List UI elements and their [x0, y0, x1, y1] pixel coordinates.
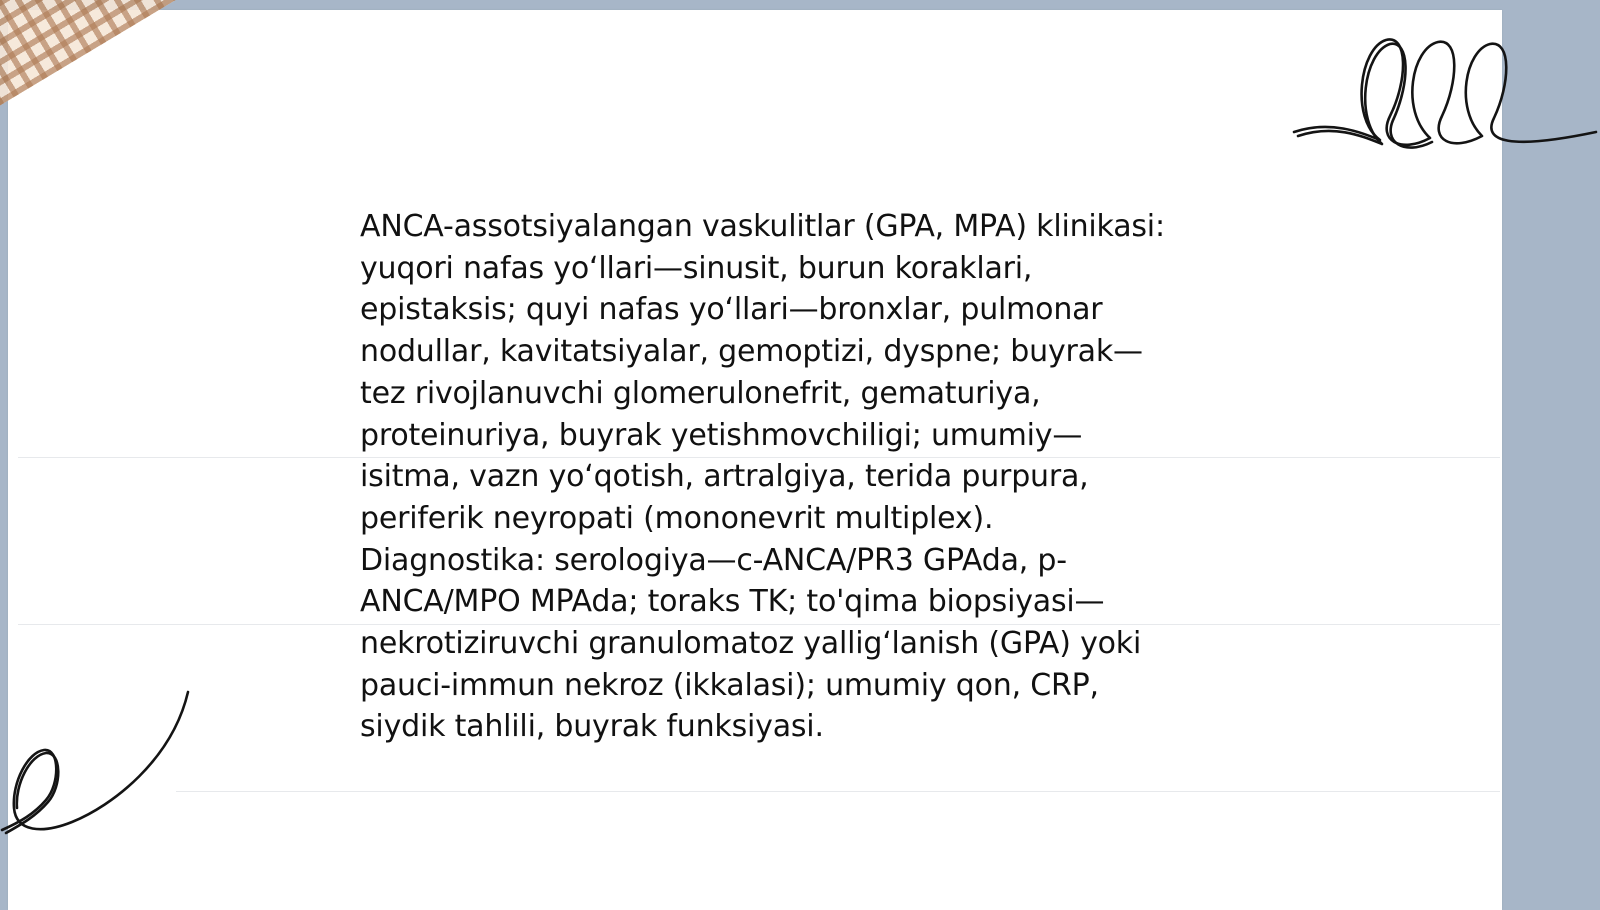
loop-scribble-bottom-left-icon [0, 690, 200, 850]
slide-body-text: ANCA-assotsiyalangan vaskulitlar (GPA, MPA) klinikasi: yuqori nafas yo‘llari—sinusit, burun koraklari, epistaksis; quyi nafas yo‘llari—bronxlar, pulmonar nodullar, kavitatsiyalar, gemoptizi, dyspne; buyrak— tez rivojlanuvchi glomerulonefrit, gematuriya, proteinuriya, buyrak yetishmovchiligi; umumiy— isitma, vazn yo‘qotish, artralgiya, terida purpura, periferik neyropati (mononevrit multiplex). Diagnostika: serologiya—c-ANCA/PR3 GPAda, p- ANCA/MPO MPAda; toraks TK; to'qima biopsiyasi— nekrotiziruvchi granulomatoz yallig‘lanish (GPA) yoki pauci-immun nekroz (ikkalasi); umumiy qon, CRP, siydik tahlili, buyrak funksiyasi. [360, 209, 1165, 745]
loop-scribble-top-right-icon [1290, 28, 1600, 168]
rule-line [176, 791, 1500, 792]
